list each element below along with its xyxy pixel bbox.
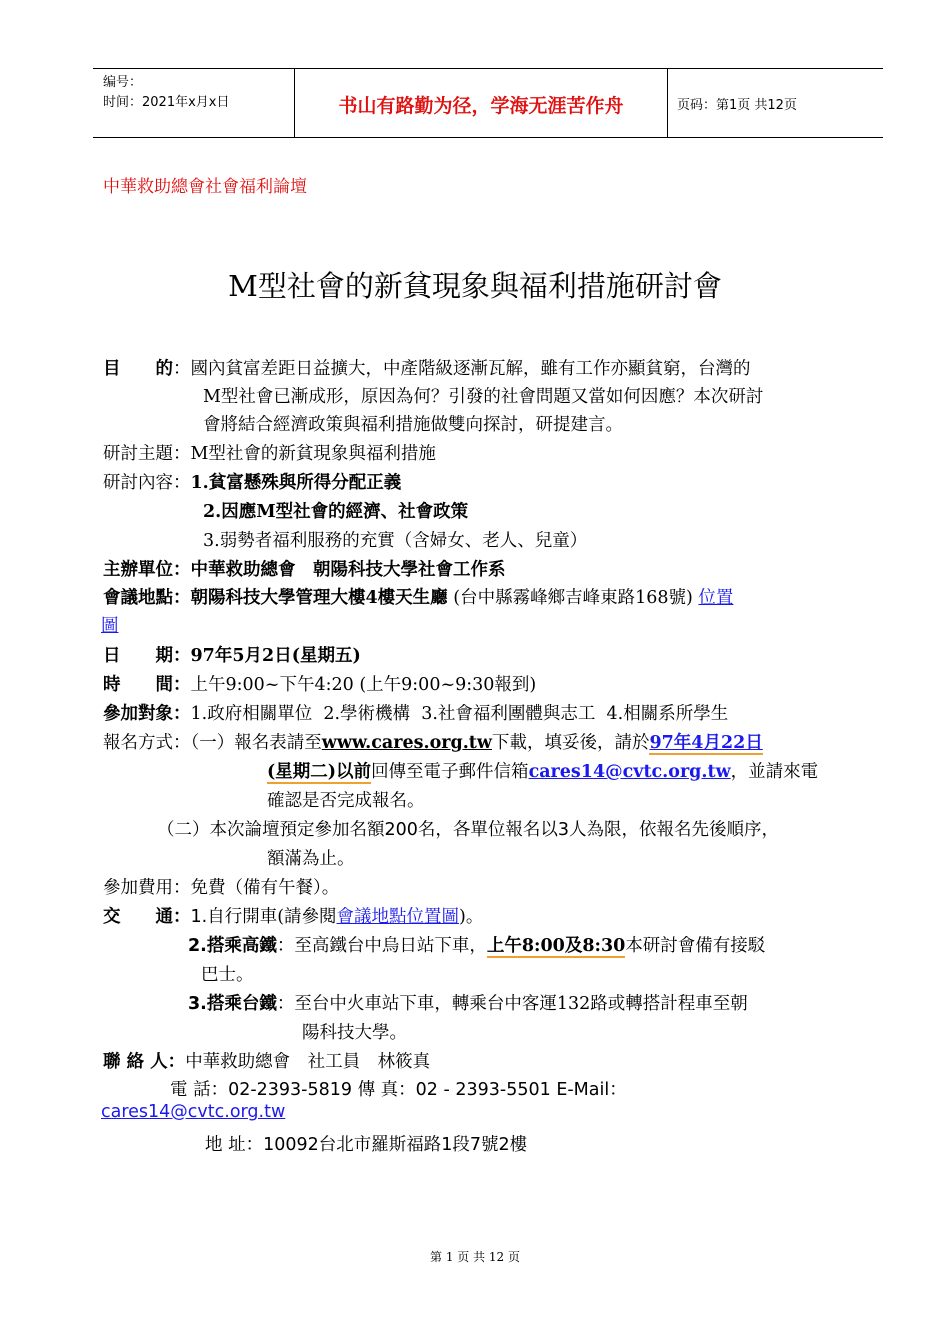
header-page-label: 页码：第1页 共12页	[677, 98, 797, 113]
venue-map-link[interactable]: 圖	[101, 616, 119, 636]
time-label: 时间：2021年x月x日	[103, 95, 230, 110]
date-label: 日 期：	[103, 646, 191, 666]
contact-phone: 電 話：02-2393-5819 傳 真：02 - 2393-5501 E-Mail：	[170, 1080, 627, 1100]
content-item-3: 3.弱勢者福利服務的充實（含婦女、老人、兒童）	[203, 531, 588, 551]
venue-address: (台中縣霧峰鄉吉峰東路168號)	[453, 588, 693, 608]
transport-item-2	[188, 932, 765, 957]
fee-label: 參加費用：	[103, 878, 191, 898]
registration-line-5: 額滿為止。	[267, 849, 355, 869]
content-item-2: 2.因應M型社會的經濟、社會政策	[203, 502, 469, 522]
purpose-line-3: 會將結合經濟政策與福利措施做雙向探討，研提建言。	[203, 415, 623, 435]
registration-row	[103, 729, 763, 754]
purpose-line-1: 國內貧富差距日益擴大，中產階級逐漸瓦解，雖有工作亦顯貧窮，台灣的	[190, 359, 751, 379]
registration-line-2	[267, 758, 818, 783]
contact-email-link[interactable]: cares14@cvtc.org.tw	[101, 1102, 286, 1122]
transport-hsr-label: 2.搭乘高鐵	[188, 936, 277, 956]
registration-text: ，並請來電	[730, 762, 819, 782]
purpose-label: 目 的	[103, 359, 173, 379]
transport-text: (請參閱	[277, 907, 337, 927]
organizer-value: 中華救助總會 朝陽科技大學社會工作系	[190, 560, 506, 580]
transport-text: ：至高鐵台中烏日站下車，	[276, 936, 487, 956]
transport-item-2-cont: 巴士。	[201, 965, 254, 985]
header-motto: 书山有路勤为径，学海无涯苦作舟	[338, 95, 624, 117]
transport-row	[103, 903, 483, 928]
registration-text: 下載，填妥後，請於	[491, 733, 650, 753]
registration-deadline: 97年4月22日	[649, 733, 763, 753]
audience-item-1: 1.政府相關單位	[190, 704, 313, 724]
audience-item-2: 2.學術機構	[323, 704, 411, 724]
audience-row	[103, 700, 728, 725]
contact-address: 地 址：10092台北市羅斯福路1段7號2樓	[205, 1135, 528, 1155]
fee-value: 免費（備有午餐）。	[190, 878, 340, 898]
organizer-row	[103, 556, 506, 581]
transport-rail-label: 3.搭乘台鐵	[188, 994, 277, 1014]
date-row	[103, 642, 361, 667]
page-footer: 第 1 页 共 12 页	[430, 1250, 520, 1264]
transport-item-3-cont: 陽科技大學。	[302, 1023, 407, 1043]
registration-email-link[interactable]: cares14@cvtc.org.tw	[528, 762, 731, 782]
number-label: 编号：	[103, 75, 143, 90]
purpose-row: 目 的：國內貧富差距日益擴大，中產階級逐漸瓦解，雖有工作亦顯貧窮，台灣的	[103, 359, 751, 379]
content-label: 研討內容：	[103, 473, 191, 493]
contact-value: 中華救助總會 社工員 林筱真	[185, 1052, 431, 1072]
transport-map-link[interactable]: 會議地點位置圖	[336, 907, 460, 927]
audience-item-4: 4.相關系所學生	[606, 704, 729, 724]
purpose-line-2: M型社會已漸成形，原因為何？引發的社會問題又當如何因應？本次研討	[203, 387, 764, 407]
registration-url-link[interactable]: www.cares.org.tw	[321, 733, 492, 753]
theme-row	[103, 440, 436, 465]
transport-text: ：至台中火車站下車，轉乘台中客運132路或轉搭計程車至朝	[276, 994, 748, 1014]
transport-label: 交 通：	[103, 907, 191, 927]
organizer-label: 主辦單位：	[103, 560, 191, 580]
registration-line-3: 確認是否完成報名。	[267, 791, 425, 811]
page-title: M型社會的新貧現象與福利措施研討會	[228, 269, 722, 303]
time-value: 上午9:00~下午4:20 (上午9:00~9:30報到)	[190, 675, 537, 695]
registration-deadline: (星期二)以前	[267, 762, 372, 782]
theme-label: 研討主題：	[103, 444, 191, 464]
venue-row	[103, 584, 733, 609]
content-row	[103, 469, 401, 494]
registration-line-4: （二）本次論壇預定參加名額200名，各單位報名以3人為限，依報名先後順序，	[157, 820, 780, 840]
venue-value: 朝陽科技大學管理大樓4樓天生廳	[190, 588, 448, 608]
header-meta	[103, 73, 229, 113]
theme-value: M型社會的新貧現象與福利措施	[190, 444, 436, 464]
fee-row	[103, 874, 339, 899]
transport-shuttle-time: 上午8:00及8:30	[486, 936, 626, 956]
forum-name: 中華救助總會社會福利論壇	[103, 177, 307, 197]
time-row	[103, 671, 536, 696]
transport-item-3	[188, 990, 748, 1015]
contact-label: 聯 絡 人：	[103, 1052, 186, 1072]
registration-text: 回傳至電子郵件信箱	[371, 762, 529, 782]
contact-row	[103, 1048, 430, 1073]
transport-text: 本研討會備有接駁	[625, 936, 766, 956]
registration-text: （一）報名表請至	[190, 733, 322, 753]
registration-label: 報名方式：	[103, 733, 191, 753]
time-label-row: 時 間：	[103, 675, 191, 695]
venue-map-link[interactable]: 位置	[698, 588, 734, 608]
content-item-1: 1.貧富懸殊與所得分配正義	[190, 473, 402, 493]
date-value: 97年5月2日(星期五)	[190, 646, 361, 666]
audience-label: 參加對象：	[103, 704, 191, 724]
document-header	[93, 68, 883, 138]
venue-label: 會議地點：	[103, 588, 191, 608]
transport-text: )。	[459, 907, 484, 927]
audience-item-3: 3.社會福利團體與志工	[421, 704, 596, 724]
transport-item-1: 1.自行開車	[190, 907, 278, 927]
header-divider	[667, 69, 668, 137]
